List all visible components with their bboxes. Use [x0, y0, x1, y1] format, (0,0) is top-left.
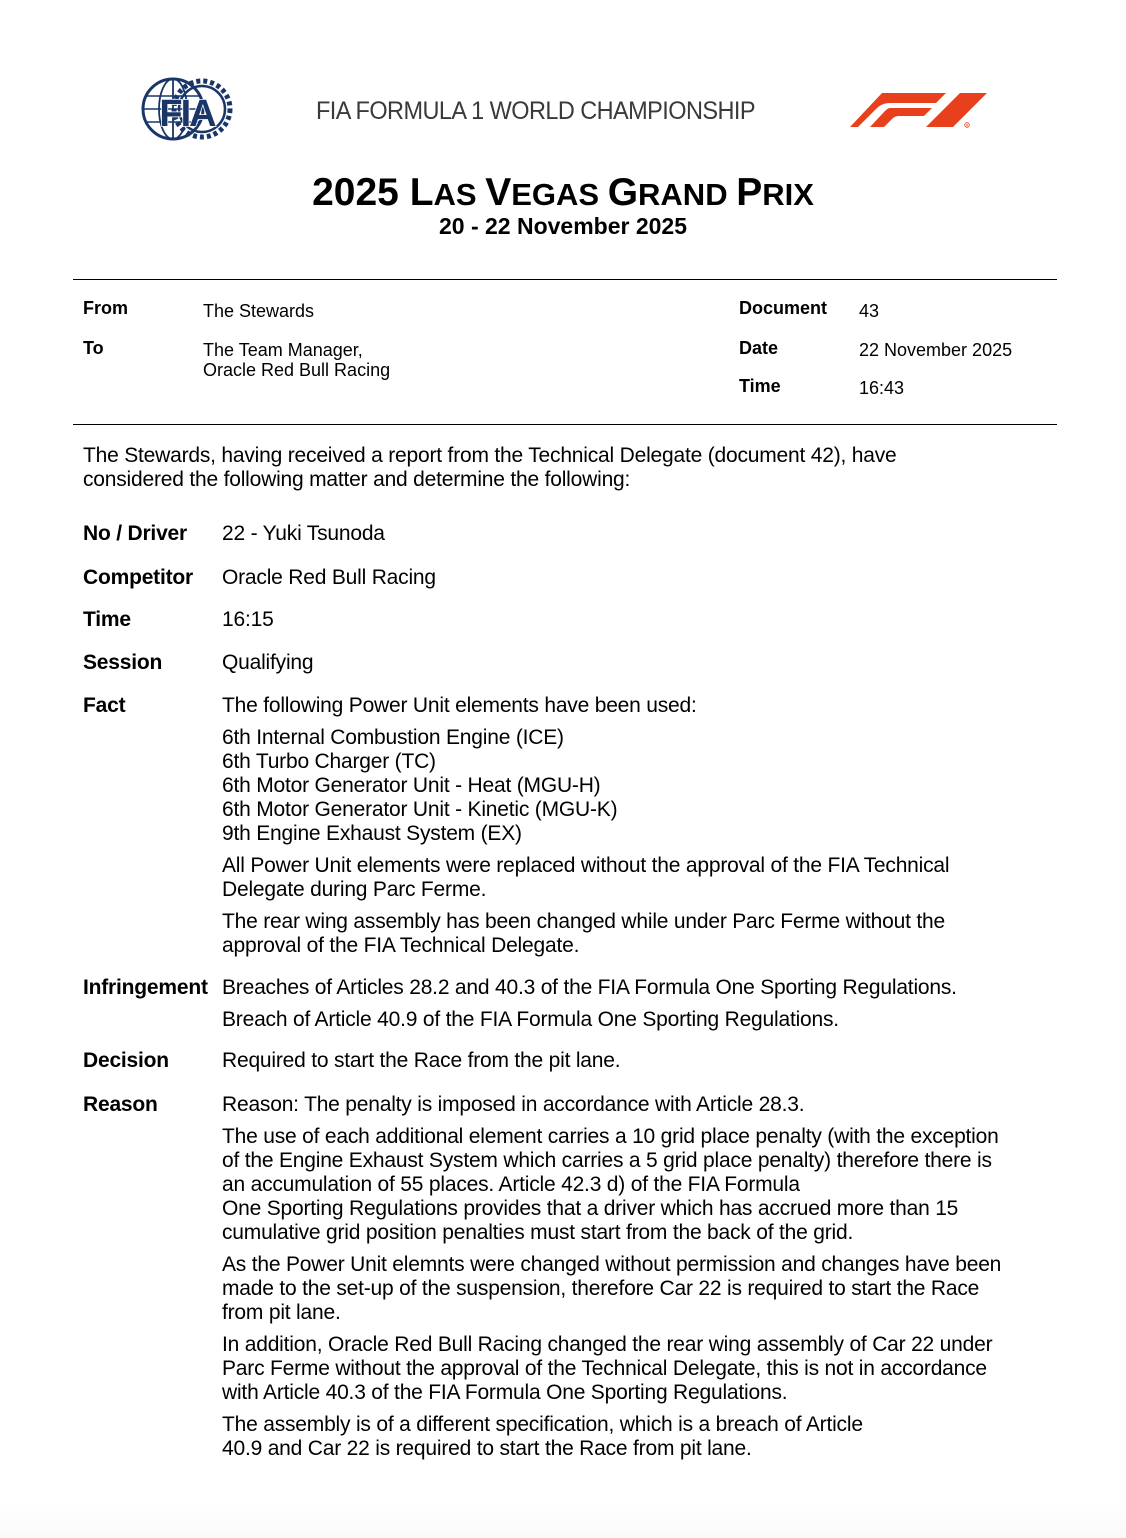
divider-bottom [73, 424, 1057, 425]
event-name: LAS VEGAS GRAND PRIX [409, 171, 814, 214]
svg-text:FIA: FIA [159, 93, 215, 135]
document-value: 43 [859, 301, 880, 321]
fia-logo-icon [140, 76, 236, 142]
to-value-line2: Oracle Red Bull Racing [203, 360, 391, 380]
reason-paragraph-3: As the Power Unit elemnts were changed without permission and changes have been made to the set-up of the suspension, therefore Car 22 is required to start the Race from pit lane. [222, 1253, 1002, 1324]
list-item: 6th Motor Generator Unit - Kinetic (MGU-K) [222, 798, 618, 821]
decision-value: Required to start the Race from the pit lane. [222, 1049, 621, 1072]
fact-value [222, 694, 1052, 958]
event-title: 2025 LAS VEGAS GRAND PRIX [312, 171, 814, 214]
time-field-value: 16:15 [222, 608, 274, 631]
document-label: Document [739, 298, 828, 318]
time-value: 16:43 [859, 378, 905, 398]
fact-intro: The following Power Unit elements have been used: [222, 694, 697, 717]
reason-label: Reason [83, 1093, 158, 1116]
reason-paragraph-5: The assembly is of a different specification, which is a breach of Article 40.9 and Car 22 is required to start the Race from pit lane. [222, 1413, 863, 1460]
f1-logo-icon [850, 91, 988, 129]
championship-title: FIA FORMULA 1 WORLD CHAMPIONSHIP [316, 97, 755, 125]
time-field-label: Time [83, 608, 131, 631]
to-value [203, 340, 390, 380]
event-dates: 20 - 22 November 2025 [438, 213, 688, 239]
driver-value: 22 - Yuki Tsunoda [222, 522, 385, 545]
reason-value [222, 1093, 1052, 1461]
date-label: Date [739, 338, 779, 358]
infringement-value [222, 976, 1052, 1032]
reason-paragraph-1: Reason: The penalty is imposed in accordance with Article 28.3. [222, 1093, 805, 1116]
list-item: 6th Internal Combustion Engine (ICE) [222, 726, 564, 749]
infringement-label: Infringement [83, 976, 208, 999]
fact-paragraph-3: The rear wing assembly has been changed while under Parc Ferme without the approval of the FIA Technical Delegate. [222, 910, 945, 957]
reason-paragraph-2: The use of each additional element carries a 10 grid place penalty (with the exception of the Engine Exhaust System which carries a 5 grid place penalty) therefore there is an accumulation of 55 places. Article 42.3 d) of the FIA Formula One Sporting Regulations provides that a driver which has accrued more than 15 cumulative grid position penalties must start from the back of the grid. [222, 1125, 999, 1244]
infringement-line-1: Breaches of Articles 28.2 and 40.3 of the FIA Formula One Sporting Regulations. [222, 976, 957, 999]
driver-label: No / Driver [83, 522, 187, 545]
list-item: 6th Turbo Charger (TC) [222, 750, 436, 773]
from-value: The Stewards [203, 301, 315, 321]
date-value: 22 November 2025 [859, 340, 1013, 360]
to-value-line1: The Team Manager, [203, 340, 363, 360]
infringement-line-2: Breach of Article 40.9 of the FIA Formula One Sporting Regulations. [222, 1008, 839, 1031]
svg-text:R: R [965, 123, 969, 128]
time-label: Time [739, 376, 781, 396]
session-value: Qualifying [222, 651, 314, 674]
competitor-value: Oracle Red Bull Racing [222, 566, 436, 589]
session-label: Session [83, 651, 163, 674]
to-label: To [83, 338, 104, 358]
fact-elements-list [222, 726, 1052, 846]
fact-paragraph-2: All Power Unit elements were replaced without the approval of the FIA Technical Delegate during Parc Ferme. [222, 854, 950, 901]
list-item: 6th Motor Generator Unit - Heat (MGU-H) [222, 774, 601, 797]
decision-label: Decision [83, 1049, 169, 1072]
intro-paragraph: The Stewards, having received a report from the Technical Delegate (document 42), have considered the following matter and determine the following: [83, 444, 897, 491]
from-label: From [83, 298, 128, 318]
fact-label: Fact [83, 694, 126, 717]
list-item: 9th Engine Exhaust System (EX) [222, 822, 522, 845]
competitor-label: Competitor [83, 566, 193, 589]
divider-top [73, 279, 1057, 280]
reason-paragraph-4: In addition, Oracle Red Bull Racing changed the rear wing assembly of Car 22 under Parc Ferme without the approval of the Technical Delegate, this is not in accordance with Article 40.3 of the FIA Formula One Sporting Regulations. [222, 1333, 993, 1404]
